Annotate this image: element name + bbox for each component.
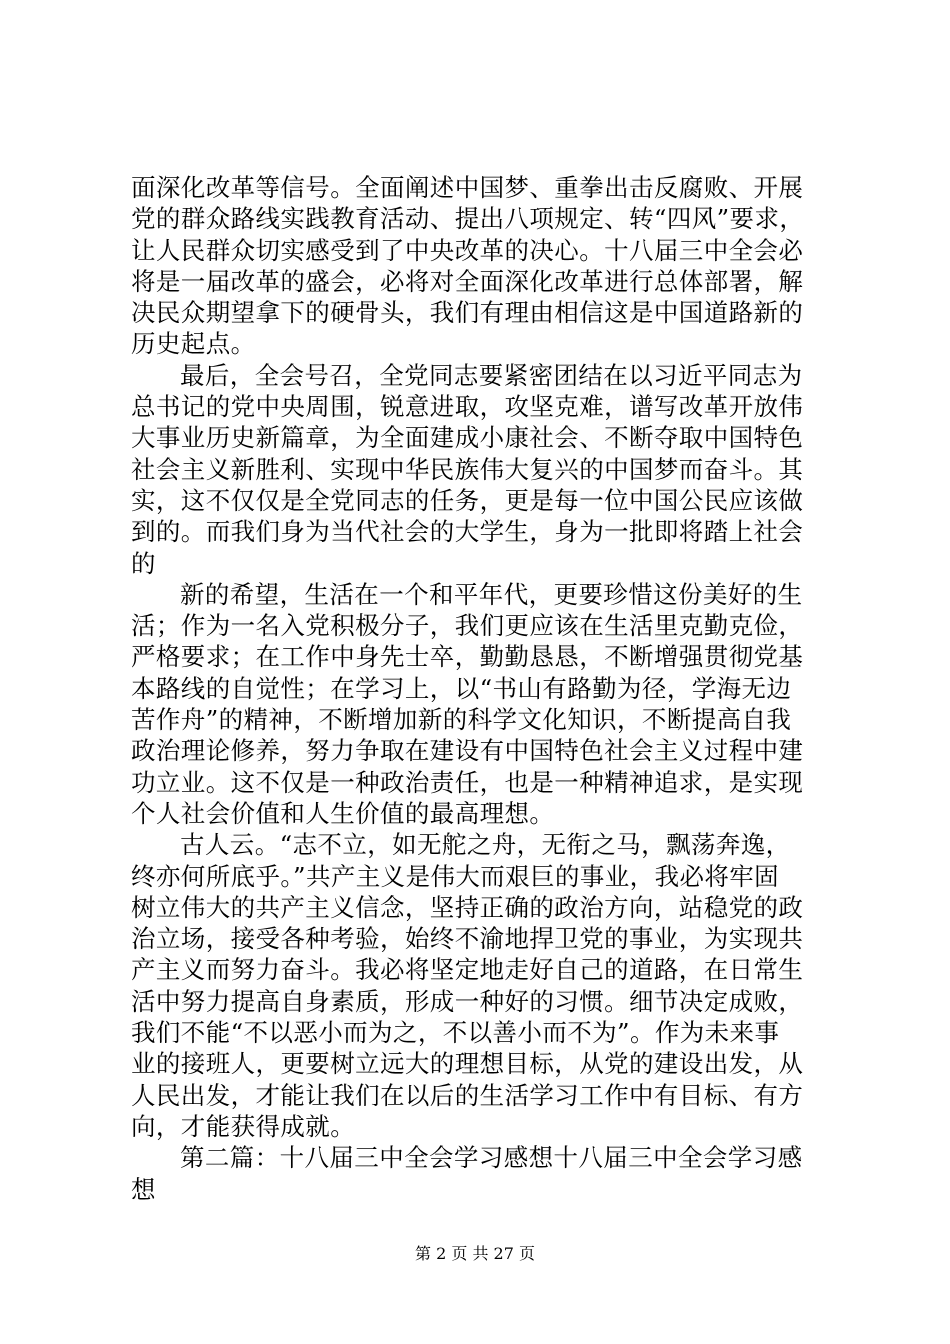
text-line: 社会主义新胜利、实现中华民族伟大复兴的中国梦而奋斗。其 bbox=[131, 454, 804, 484]
text-line: 第二篇：十八届三中全会学习感想十八届三中全会学习感 bbox=[180, 1143, 803, 1173]
text-line: 活中努力提高自身素质，形成一种好的习惯。细节决定成败， bbox=[131, 986, 804, 1016]
text-line: 到的。而我们身为当代社会的大学生，身为一批即将踏上社会 bbox=[131, 517, 804, 547]
text-line: 让人民群众切实感受到了中央改革的决心。十八届三中全会必 bbox=[131, 235, 804, 265]
text-line: 我们不能“不以恶小而为之，不以善小而不为”。作为未来事 bbox=[131, 1018, 780, 1048]
page-footer: 第 2 页 共 27 页 bbox=[415, 1244, 535, 1263]
text-line: 树立伟大的共产主义信念，坚持正确的政治方向，站稳党的政 bbox=[131, 892, 804, 922]
text-line: 面深化改革等信号。全面阐述中国梦、重拳出击反腐败、开展 bbox=[131, 173, 804, 202]
text-line: 本路线的自觉性；在学习上，以“书山有路勤为径，学海无边 bbox=[131, 673, 792, 703]
text-line: 古人云。“志不立，如无舵之舟，无衔之马，飘荡奔逸， bbox=[180, 830, 791, 860]
text-line: 业的接班人，更要树立远大的理想目标，从党的建设出发，从 bbox=[131, 1049, 804, 1079]
text-line: 新的希望，生活在一个和平年代，更要珍惜这份美好的生 bbox=[180, 579, 803, 609]
text-line: 最后，全会号召，全党同志要紧密团结在以习近平同志为 bbox=[180, 360, 803, 390]
text-line: 实，这不仅仅是全党同志的任务，更是每一位中国公民应该做 bbox=[131, 485, 804, 515]
text-line: 产主义而努力奋斗。我必将坚定地走好自己的道路，在日常生 bbox=[131, 955, 804, 985]
text-line: 治立场，接受各种考验，始终不渝地捍卫党的事业，为实现共 bbox=[131, 924, 804, 954]
text-line: 大事业历史新篇章，为全面建成小康社会、不断夺取中国特色 bbox=[131, 423, 804, 453]
text-line: 党的群众路线实践教育活动、提出八项规定、转“四风”要求， bbox=[131, 204, 805, 234]
text-line: 严格要求；在工作中身先士卒，勤勤恳恳，不断增强贯彻党基 bbox=[131, 642, 804, 672]
text-line: 功立业。这不仅是一种政治责任，也是一种精神追求，是实现 bbox=[131, 767, 804, 797]
text-line: 终亦何所底乎。”共产主义是伟大而艰巨的事业，我必将牢固 bbox=[131, 861, 780, 891]
text-line: 个人社会价值和人生价值的最高理想。 bbox=[131, 798, 555, 828]
text-line: 总书记的党中央周围，锐意进取，攻坚克难，谱写改革开放伟 bbox=[131, 392, 804, 422]
text-line: 将是一届改革的盛会，必将对全面深化改革进行总体部署，解 bbox=[131, 266, 804, 296]
text-line: 历史起点。 bbox=[131, 329, 256, 359]
text-line: 决民众期望拿下的硬骨头，我们有理由相信这是中国道路新的 bbox=[131, 298, 804, 328]
text-line: 苦作舟”的精神，不断增加新的科学文化知识，不断提高自我 bbox=[131, 705, 792, 735]
text-line: 想 bbox=[131, 1174, 156, 1204]
text-line: 政治理论修养，努力争取在建设有中国特色社会主义过程中建 bbox=[131, 736, 804, 766]
text-line: 活；作为一名入党积极分子，我们更应该在生活里克勤克俭， bbox=[131, 611, 804, 641]
document-body bbox=[131, 172, 835, 1205]
text-line: 人民出发，才能让我们在以后的生活学习工作中有目标、有方 bbox=[131, 1080, 804, 1110]
text-line: 向，才能获得成就。 bbox=[131, 1111, 356, 1141]
text-line: 的 bbox=[131, 548, 156, 578]
